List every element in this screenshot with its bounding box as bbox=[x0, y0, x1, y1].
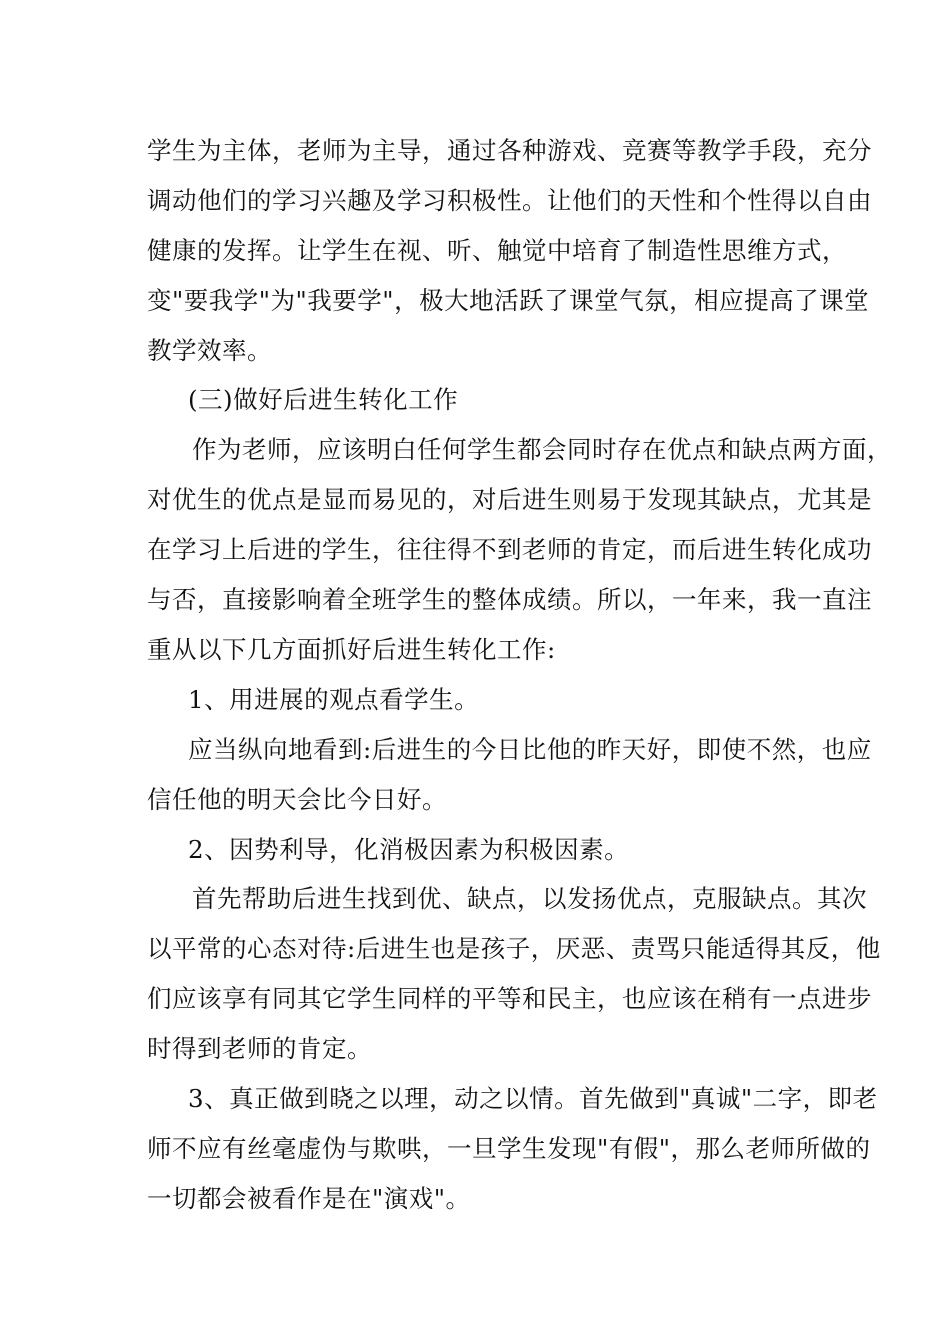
text-line: 一切都会被看作是在"演戏"。 bbox=[147, 1184, 471, 1213]
text-line: 信任他的明天会比今日好。 bbox=[147, 785, 447, 814]
text-line: 作为老师，应该明白任何学生都会同时存在优点和缺点两方面， bbox=[192, 435, 892, 464]
text-line: 时得到老师的肯定。 bbox=[147, 1034, 372, 1063]
text-line: 首先帮助后进生找到优、缺点，以发扬优点，克服缺点。其次 bbox=[192, 884, 867, 913]
section-heading: (三)做好后进生转化工作 bbox=[188, 385, 459, 414]
text-line: 对优生的优点是显而易见的，对后进生则易于发现其缺点，尤其是 bbox=[147, 485, 872, 514]
list-item-heading: 2、因势利导，化消极因素为积极因素。 bbox=[188, 835, 630, 864]
text-line: 应当纵向地看到:后进生的今日比他的昨天好，即使不然，也应 bbox=[188, 735, 872, 764]
text-line: 调动他们的学习兴趣及学习积极性。让他们的天性和个性得以自由 bbox=[147, 186, 872, 215]
text-line: 变"要我学"为"我要学"，极大地活跃了课堂气氛，相应提高了课堂 bbox=[147, 286, 870, 315]
list-item-heading: 1、用进展的观点看学生。 bbox=[188, 685, 480, 714]
text-line: 们应该享有同其它学生同样的平等和民主，也应该在稍有一点进步 bbox=[147, 984, 872, 1013]
text-line: 在学习上后进的学生，往往得不到老师的肯定，而后进生转化成功 bbox=[147, 535, 872, 564]
text-line: 师不应有丝毫虚伪与欺哄，一旦学生发现"有假"，那么老师所做的 bbox=[147, 1134, 871, 1163]
text-line: 教学效率。 bbox=[147, 336, 272, 365]
text-line: 重从以下几方面抓好后进生转化工作: bbox=[147, 635, 556, 664]
text-line: 以平常的心态对待:后进生也是孩子，厌恶、责骂只能适得其反，他 bbox=[147, 934, 881, 963]
text-line: 与否，直接影响着全班学生的整体成绩。所以，一年来，我一直注 bbox=[147, 585, 872, 614]
text-line: 健康的发挥。让学生在视、听、触觉中培育了制造性思维方式， bbox=[147, 236, 847, 265]
list-item-heading: 3、真正做到晓之以理，动之以情。首先做到"真诚"二字，即老 bbox=[188, 1084, 878, 1113]
text-line: 学生为主体，老师为主导，通过各种游戏、竞赛等教学手段，充分 bbox=[147, 136, 872, 165]
